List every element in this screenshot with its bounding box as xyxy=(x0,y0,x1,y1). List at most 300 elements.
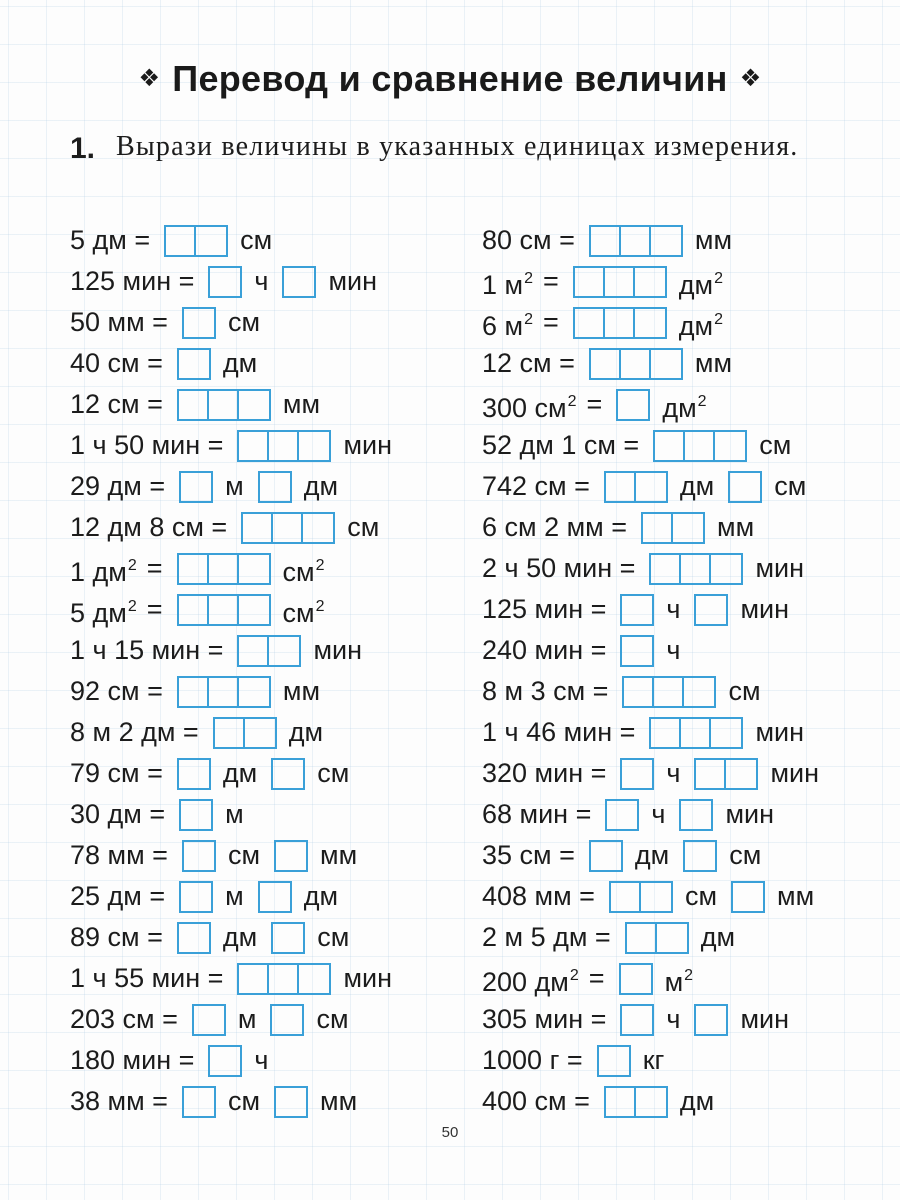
answer-cell[interactable] xyxy=(605,268,635,296)
expression-text: 742 см = xyxy=(482,471,590,501)
answer-cell[interactable] xyxy=(299,965,329,993)
expression-text: см xyxy=(317,922,350,952)
answer-cell[interactable] xyxy=(673,514,703,542)
answer-box[interactable] xyxy=(728,471,762,503)
expression-text: мин xyxy=(343,430,393,460)
answer-cell[interactable] xyxy=(622,596,652,624)
answer-box[interactable] xyxy=(258,881,292,913)
answer-cell[interactable] xyxy=(179,391,209,419)
expression-text: = xyxy=(543,307,559,337)
expression-text: 400 см = xyxy=(482,1086,590,1116)
answer-box[interactable] xyxy=(177,676,271,708)
expression-text: ч xyxy=(666,1004,681,1034)
answer-box[interactable] xyxy=(620,1004,654,1036)
answer-cell[interactable] xyxy=(605,309,635,337)
answer-box[interactable] xyxy=(237,635,301,667)
exercise-row xyxy=(482,302,882,343)
answer-box[interactable] xyxy=(182,840,216,872)
exercise-row xyxy=(482,794,882,835)
expression-text: 1 ч 15 мин = xyxy=(70,635,224,665)
diamond-ornament-icon: ❖ xyxy=(138,65,161,92)
answer-cell[interactable] xyxy=(681,719,711,747)
expression-text: см xyxy=(729,840,762,870)
answer-box[interactable] xyxy=(597,1045,631,1077)
answer-box[interactable] xyxy=(179,471,213,503)
answer-cell[interactable] xyxy=(607,801,637,829)
expression-text: 1 ч 50 мин = xyxy=(70,430,224,460)
answer-cell[interactable] xyxy=(591,227,621,255)
expression-text: см xyxy=(774,471,807,501)
exponent: 2 xyxy=(127,597,137,615)
answer-cell[interactable] xyxy=(730,473,760,501)
answer-box[interactable] xyxy=(282,266,316,298)
answer-cell[interactable] xyxy=(179,924,209,952)
diamond-ornament-icon: ❖ xyxy=(739,65,762,92)
expression-text: $дм^2$ xyxy=(678,269,724,300)
answer-cell[interactable] xyxy=(184,1088,214,1116)
answer-cell[interactable] xyxy=(194,1006,224,1034)
exercise-row xyxy=(70,220,470,261)
answer-cell[interactable] xyxy=(181,801,211,829)
answer-cell[interactable] xyxy=(209,596,239,624)
answer-box[interactable] xyxy=(164,225,228,257)
answer-cell[interactable] xyxy=(685,842,715,870)
answer-box[interactable] xyxy=(604,1086,668,1118)
expression-text: мм xyxy=(282,389,320,419)
page-title xyxy=(0,58,900,100)
answer-box[interactable] xyxy=(641,512,705,544)
task-1 xyxy=(70,128,860,166)
expression-text: мин xyxy=(770,758,820,788)
answer-cell[interactable] xyxy=(299,432,329,460)
expression-text: см xyxy=(728,676,761,706)
expression-text: 5 $дм^2$ xyxy=(70,597,137,628)
answer-box[interactable] xyxy=(182,1086,216,1118)
exercise-row xyxy=(482,1081,882,1122)
answer-cell[interactable] xyxy=(303,514,333,542)
answer-cell[interactable] xyxy=(215,719,245,747)
expression-text: см xyxy=(227,840,260,870)
exercise-row xyxy=(70,507,470,548)
expression-text: 68 мин = xyxy=(482,799,592,829)
exercise-row xyxy=(70,835,470,876)
answer-cell[interactable] xyxy=(733,883,763,911)
answer-cell[interactable] xyxy=(273,514,303,542)
exercise-row xyxy=(70,1040,470,1081)
answer-cell[interactable] xyxy=(239,391,269,419)
expression-text: 203 см = xyxy=(70,1004,178,1034)
expression-text: 40 см = xyxy=(70,348,163,378)
answer-cell[interactable] xyxy=(184,842,214,870)
expression-text: дм xyxy=(222,348,258,378)
answer-cell[interactable] xyxy=(655,432,685,460)
answer-cell[interactable] xyxy=(276,842,306,870)
answer-cell[interactable] xyxy=(622,637,652,665)
answer-box[interactable] xyxy=(179,799,213,831)
expression-text: м xyxy=(225,471,244,501)
expression-text: 125 мин = xyxy=(70,266,195,296)
answer-cell[interactable] xyxy=(611,883,641,911)
expression-text: дм xyxy=(679,1086,715,1116)
expression-text: см xyxy=(240,225,273,255)
exponent: 2 xyxy=(567,392,577,410)
exercise-row xyxy=(70,343,470,384)
exercise-row xyxy=(482,589,882,630)
answer-box[interactable] xyxy=(731,881,765,913)
answer-cell[interactable] xyxy=(618,391,648,419)
answer-cell[interactable] xyxy=(606,1088,636,1116)
expression-text: 92 см = xyxy=(70,676,163,706)
expression-text: 1 ч 46 мин = xyxy=(482,717,636,747)
answer-cell[interactable] xyxy=(272,1006,302,1034)
expression-text: мм xyxy=(694,225,732,255)
answer-cell[interactable] xyxy=(179,596,209,624)
answer-box[interactable] xyxy=(694,1004,728,1036)
answer-box[interactable] xyxy=(274,1086,308,1118)
exponent: 2 xyxy=(684,966,694,984)
expression-text: мин xyxy=(313,635,363,665)
expression-text: 80 см = xyxy=(482,225,575,255)
exercise-row xyxy=(482,425,882,466)
task-instruction: Вырази величины в указанных единицах измерения. xyxy=(116,131,799,162)
answer-box[interactable] xyxy=(237,963,331,995)
answer-cell[interactable] xyxy=(239,432,269,460)
answer-cell[interactable] xyxy=(210,1047,240,1075)
exponent: 2 xyxy=(315,556,325,574)
answer-cell[interactable] xyxy=(179,760,209,788)
answer-box[interactable] xyxy=(258,471,292,503)
answer-box[interactable] xyxy=(694,758,758,790)
answer-box[interactable] xyxy=(271,922,305,954)
expression-text: 79 см = xyxy=(70,758,163,788)
expression-text: мм xyxy=(717,512,755,542)
expression-text: см xyxy=(227,307,260,337)
answer-box[interactable] xyxy=(177,348,211,380)
expression-text: 12 см = xyxy=(70,389,163,419)
expression-text: см xyxy=(227,1086,260,1116)
expression-text: 8 м 3 см = xyxy=(482,676,609,706)
expression-text: дм xyxy=(700,922,736,952)
expression-text: 2 м 5 дм = xyxy=(482,922,611,952)
exponent: 2 xyxy=(524,310,533,328)
answer-cell[interactable] xyxy=(651,719,681,747)
answer-cell[interactable] xyxy=(243,514,273,542)
exercise-row xyxy=(482,876,882,917)
answer-box[interactable] xyxy=(271,758,305,790)
answer-box[interactable] xyxy=(616,389,650,421)
exercise-row xyxy=(482,548,882,589)
expression-text: 305 мин = xyxy=(482,1004,607,1034)
expression-text: дм xyxy=(303,471,339,501)
answer-box[interactable] xyxy=(573,307,667,339)
answer-box[interactable] xyxy=(605,799,639,831)
expression-text: 180 мин = xyxy=(70,1045,195,1075)
answer-box[interactable] xyxy=(609,881,673,913)
expression-text: см xyxy=(316,1004,349,1034)
expression-text: 200 $дм^2$ xyxy=(482,966,579,997)
answer-cell[interactable] xyxy=(269,432,299,460)
answer-cell[interactable] xyxy=(209,391,239,419)
expression-text: $дм^2$ xyxy=(662,392,707,423)
answer-cell[interactable] xyxy=(635,309,665,337)
answer-cell[interactable] xyxy=(284,268,314,296)
expression-text: см xyxy=(317,758,350,788)
answer-cell[interactable] xyxy=(641,883,671,911)
expression-text: 29 дм = xyxy=(70,471,166,501)
expression-text: $см^2$ xyxy=(282,556,325,587)
exercise-row xyxy=(70,753,470,794)
task-number: 1. xyxy=(70,132,96,165)
answer-box[interactable] xyxy=(589,348,683,380)
answer-box[interactable] xyxy=(237,430,331,462)
exponent: 2 xyxy=(714,310,724,328)
answer-box[interactable] xyxy=(208,1045,242,1077)
answer-box[interactable] xyxy=(679,799,713,831)
expression-text: дм xyxy=(222,922,258,952)
answer-cell[interactable] xyxy=(696,760,726,788)
exercise-row xyxy=(70,671,470,712)
expression-text: мм xyxy=(320,1086,358,1116)
answer-cell[interactable] xyxy=(245,719,275,747)
answer-cell[interactable] xyxy=(181,473,211,501)
answer-box[interactable] xyxy=(649,553,743,585)
expression-text: 52 дм 1 см = xyxy=(482,430,640,460)
exercise-row xyxy=(70,261,470,302)
answer-cell[interactable] xyxy=(239,555,269,583)
answer-cell[interactable] xyxy=(179,350,209,378)
expression-text: 1000 г = xyxy=(482,1045,583,1075)
expression-text: $см^2$ xyxy=(282,597,325,628)
answer-cell[interactable] xyxy=(715,432,745,460)
expression-text: кг xyxy=(642,1045,665,1075)
exercise-row xyxy=(482,835,882,876)
answer-cell[interactable] xyxy=(711,555,741,583)
expression-text: ч xyxy=(651,799,666,829)
exponent: 2 xyxy=(524,269,533,287)
expression-text: см xyxy=(684,881,718,911)
answer-cell[interactable] xyxy=(636,473,666,501)
answer-cell[interactable] xyxy=(239,678,269,706)
answer-cell[interactable] xyxy=(657,924,687,952)
exercise-row xyxy=(482,466,882,507)
answer-cell[interactable] xyxy=(726,760,756,788)
exercise-row xyxy=(482,220,882,261)
answer-cell[interactable] xyxy=(599,1047,629,1075)
answer-cell[interactable] xyxy=(239,596,269,624)
answer-cell[interactable] xyxy=(621,350,651,378)
expression-text: 12 см = xyxy=(482,348,575,378)
answer-box[interactable] xyxy=(274,840,308,872)
answer-cell[interactable] xyxy=(269,637,299,665)
exercise-row xyxy=(70,999,470,1040)
expression-text: ч xyxy=(254,1045,269,1075)
expression-text: мин xyxy=(755,717,805,747)
exercise-row xyxy=(70,384,470,425)
answer-box[interactable] xyxy=(622,676,716,708)
expression-text: 30 дм = xyxy=(70,799,166,829)
exercise-row xyxy=(482,671,882,712)
expression-text: 12 дм 8 см = xyxy=(70,512,228,542)
exercise-row xyxy=(482,712,882,753)
answer-box[interactable] xyxy=(653,430,747,462)
exponent: 2 xyxy=(315,597,325,615)
expression-text: 6 см 2 мм = xyxy=(482,512,627,542)
answer-cell[interactable] xyxy=(273,760,303,788)
expression-text: дм xyxy=(288,717,324,747)
answer-box[interactable] xyxy=(573,266,667,298)
answer-cell[interactable] xyxy=(260,883,290,911)
answer-cell[interactable] xyxy=(166,227,196,255)
answer-cell[interactable] xyxy=(209,555,239,583)
answer-box[interactable] xyxy=(649,717,743,749)
expression-text: = xyxy=(543,266,559,296)
expression-text: мин xyxy=(343,963,393,993)
expression-text: 408 мм = xyxy=(482,881,595,911)
answer-cell[interactable] xyxy=(651,350,681,378)
answer-cell[interactable] xyxy=(622,760,652,788)
expression-text: см xyxy=(347,512,380,542)
expression-text: ч xyxy=(666,594,681,624)
exponent: 2 xyxy=(697,392,707,410)
expression-text: м xyxy=(225,799,244,829)
exercise-row xyxy=(70,302,470,343)
expression-text: 25 дм = xyxy=(70,881,166,911)
answer-cell[interactable] xyxy=(210,268,240,296)
answer-cell[interactable] xyxy=(179,678,209,706)
expression-text: дм xyxy=(634,840,670,870)
answer-cell[interactable] xyxy=(643,514,673,542)
answer-cell[interactable] xyxy=(179,555,209,583)
answer-cell[interactable] xyxy=(654,678,684,706)
answer-box[interactable] xyxy=(177,594,271,626)
answer-cell[interactable] xyxy=(269,965,299,993)
exercise-row xyxy=(70,630,470,671)
expression-text: 300 $см^2$ xyxy=(482,392,577,423)
answer-box[interactable] xyxy=(620,758,654,790)
answer-cell[interactable] xyxy=(621,227,651,255)
answer-box[interactable] xyxy=(694,594,728,626)
answer-cell[interactable] xyxy=(651,227,681,255)
answer-cell[interactable] xyxy=(685,432,715,460)
answer-cell[interactable] xyxy=(239,965,269,993)
answer-cell[interactable] xyxy=(635,268,665,296)
answer-box[interactable] xyxy=(683,840,717,872)
answer-cell[interactable] xyxy=(624,678,654,706)
answer-cell[interactable] xyxy=(273,924,303,952)
exercise-row xyxy=(482,343,882,384)
expression-text: 2 ч 50 мин = xyxy=(482,553,636,583)
answer-cell[interactable] xyxy=(209,678,239,706)
expression-text: ч xyxy=(666,758,681,788)
expression-text: см xyxy=(759,430,792,460)
answer-cell[interactable] xyxy=(684,678,714,706)
expression-text: дм xyxy=(222,758,258,788)
exercise-row xyxy=(482,630,882,671)
exercise-row xyxy=(482,999,882,1040)
answer-cell[interactable] xyxy=(606,473,636,501)
answer-cell[interactable] xyxy=(196,227,226,255)
exponent: 2 xyxy=(714,269,724,287)
exercise-column-left xyxy=(70,220,470,1122)
answer-cell[interactable] xyxy=(627,924,657,952)
exercise-row xyxy=(70,917,470,958)
answer-box[interactable] xyxy=(213,717,277,749)
expression-text: = xyxy=(586,389,603,419)
expression-text: = xyxy=(146,594,163,624)
expression-text: $м^2$ xyxy=(664,966,694,997)
exercise-row xyxy=(482,1040,882,1081)
answer-cell[interactable] xyxy=(636,1088,666,1116)
answer-box[interactable] xyxy=(182,307,216,339)
answer-box[interactable] xyxy=(177,389,271,421)
answer-cell[interactable] xyxy=(681,555,711,583)
expression-text: 6 $м^2$ xyxy=(482,310,533,341)
answer-box[interactable] xyxy=(604,471,668,503)
answer-cell[interactable] xyxy=(711,719,741,747)
answer-cell[interactable] xyxy=(681,801,711,829)
exercise-row xyxy=(482,917,882,958)
exercise-row xyxy=(70,712,470,753)
expression-text: 38 мм = xyxy=(70,1086,168,1116)
exercise-row xyxy=(482,958,882,999)
expression-text: 78 мм = xyxy=(70,840,168,870)
answer-cell[interactable] xyxy=(621,965,651,993)
answer-cell[interactable] xyxy=(575,309,605,337)
answer-cell[interactable] xyxy=(696,1006,726,1034)
expression-text: ч xyxy=(666,635,681,665)
exercise-row xyxy=(482,261,882,302)
exercise-row xyxy=(70,548,470,589)
exercise-row xyxy=(70,425,470,466)
answer-cell[interactable] xyxy=(260,473,290,501)
answer-box[interactable] xyxy=(179,881,213,913)
answer-box[interactable] xyxy=(620,594,654,626)
answer-cell[interactable] xyxy=(651,555,681,583)
expression-text: 1 ч 55 мин = xyxy=(70,963,224,993)
answer-cell[interactable] xyxy=(181,883,211,911)
answer-cell[interactable] xyxy=(184,309,214,337)
answer-box[interactable] xyxy=(177,758,211,790)
exercise-row xyxy=(482,384,882,425)
answer-box[interactable] xyxy=(619,963,653,995)
answer-cell[interactable] xyxy=(591,350,621,378)
answer-box[interactable] xyxy=(192,1004,226,1036)
exercise-column-right xyxy=(482,220,882,1122)
answer-cell[interactable] xyxy=(696,596,726,624)
answer-box[interactable] xyxy=(625,922,689,954)
expression-text: м xyxy=(225,881,244,911)
answer-cell[interactable] xyxy=(575,268,605,296)
expression-text: 50 мм = xyxy=(70,307,168,337)
answer-box[interactable] xyxy=(177,553,271,585)
answer-box[interactable] xyxy=(270,1004,304,1036)
expression-text: мм xyxy=(320,840,358,870)
answer-box[interactable] xyxy=(589,840,623,872)
answer-box[interactable] xyxy=(177,922,211,954)
expression-text: мм xyxy=(777,881,815,911)
answer-cell[interactable] xyxy=(622,1006,652,1034)
answer-cell[interactable] xyxy=(591,842,621,870)
expression-text: 125 мин = xyxy=(482,594,607,624)
answer-cell[interactable] xyxy=(239,637,269,665)
answer-box[interactable] xyxy=(241,512,335,544)
answer-cell[interactable] xyxy=(276,1088,306,1116)
answer-box[interactable] xyxy=(620,635,654,667)
answer-box[interactable] xyxy=(208,266,242,298)
answer-box[interactable] xyxy=(589,225,683,257)
exponent: 2 xyxy=(569,966,579,984)
expression-text: мин xyxy=(740,1004,790,1034)
